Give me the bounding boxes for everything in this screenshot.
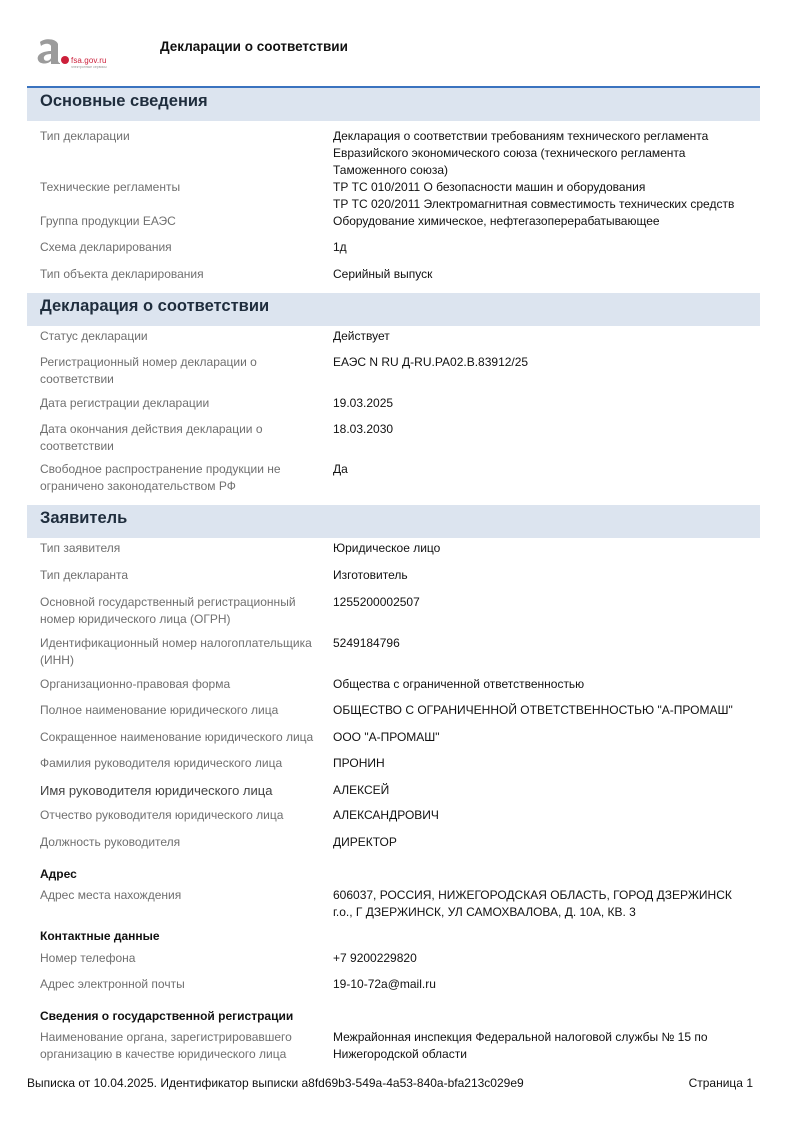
- field-label: Отчество руководителя юридического лица: [40, 808, 284, 822]
- field-full-name: [27, 702, 760, 719]
- field-label: Адрес места нахождения: [40, 888, 182, 902]
- field-label: Номер телефона: [40, 951, 136, 965]
- field-value: АЛЕКСЕЙ: [333, 783, 390, 797]
- field-label: Тип декларации: [40, 129, 130, 143]
- field-legal-form: [27, 676, 760, 693]
- field-value: 5249184796: [333, 636, 400, 650]
- field-value: 1255200002507: [333, 595, 420, 609]
- page-footer: [27, 1076, 753, 1092]
- field-value: Да: [333, 462, 348, 476]
- field-tech-regulations: [27, 179, 760, 213]
- field-label: Наименование органа, зарегистрировавшего организацию в качестве юридического лица: [40, 1030, 292, 1061]
- fsa-a-logo-icon: [36, 36, 70, 66]
- field-value: ДИРЕКТОР: [333, 835, 397, 849]
- field-label: Должность руководителя: [40, 835, 181, 849]
- field-value: Межрайонная инспекция Федеральной налоговой службы № 15 по Нижегородской области: [333, 1030, 708, 1061]
- field-label: Свободное распространение продукции не ограничено законодательством РФ: [40, 462, 281, 493]
- field-label: Полное наименование юридического лица: [40, 703, 279, 717]
- field-label: Основной государственный регистрационный номер юридического лица (ОГРН): [40, 595, 296, 626]
- page-number: Страница 1: [688, 1076, 753, 1090]
- field-registering-authority: [27, 1029, 760, 1063]
- field-ogrn: [27, 594, 760, 628]
- field-label: Фамилия руководителя юридического лица: [40, 756, 283, 770]
- logo-text: fsa.gov.ru: [71, 56, 107, 65]
- field-inn: [27, 635, 760, 669]
- field-label: Организационно-правовая форма: [40, 677, 231, 691]
- field-value: +7 9200229820: [333, 951, 417, 965]
- field-head-position: [27, 834, 760, 851]
- field-value: АЛЕКСАНДРОВИЧ: [333, 808, 439, 822]
- page-title: Декларации о соответствии: [160, 39, 348, 54]
- field-value: Декларация о соответствии требованиям технического регламента Евразийского экономического союза (технического регламента Таможенного союза): [333, 129, 709, 177]
- field-label: Идентификационный номер налогоплательщика (ИНН): [40, 636, 312, 667]
- section-declaration: [27, 293, 760, 495]
- field-decl-type: [27, 128, 760, 179]
- field-label: Тип заявителя: [40, 541, 121, 555]
- field-status: [27, 328, 760, 345]
- field-label: Группа продукции ЕАЭС: [40, 214, 176, 228]
- field-value: 19-10-72a@mail.ru: [333, 977, 436, 991]
- fsa-logo[interactable]: [36, 36, 136, 70]
- field-label: Статус декларации: [40, 329, 148, 343]
- regulation-item: ТР ТС 010/2011 О безопасности машин и оборудования: [333, 180, 646, 194]
- extract-info: Выписка от 10.04.2025. Идентификатор выписки a8fd69b3-549a-4a53-840a-bfa213c029e9: [27, 1076, 524, 1090]
- section-title: Основные сведения: [27, 88, 760, 121]
- section-title: Декларация о соответствии: [27, 293, 760, 326]
- field-value: Серийный выпуск: [333, 267, 433, 281]
- field-value: ПРОНИН: [333, 756, 385, 770]
- field-value: ЕАЭС N RU Д-RU.РА02.В.83912/25: [333, 355, 529, 369]
- field-value: 606037, РОССИЯ, НИЖЕГОРОДСКАЯ ОБЛАСТЬ, ГОРОД ДЗЕРЖИНСК г.о., Г ДЗЕРЖИНСК, УЛ САМОХВАЛОВА, Д. 10А, КВ. 3: [333, 888, 732, 919]
- field-value: [333, 179, 760, 213]
- field-label: Регистрационный номер декларации о соответствии: [40, 355, 257, 386]
- field-product-group: [27, 213, 760, 230]
- section-title: Заявитель: [27, 505, 760, 538]
- field-value: 18.03.2030: [333, 422, 394, 436]
- field-free-circulation: [27, 461, 760, 495]
- field-email: [27, 976, 760, 993]
- field-reg-number: [27, 354, 760, 388]
- field-label: Имя руководителя юридического лица: [40, 783, 273, 798]
- field-address: [27, 887, 760, 921]
- field-phone: [27, 950, 760, 967]
- field-label: Схема декларирования: [40, 240, 172, 254]
- field-object-type: [27, 266, 760, 283]
- field-head-lastname: [27, 755, 760, 772]
- section-applicant: [27, 505, 760, 1063]
- field-scheme: [27, 239, 760, 256]
- field-label: Тип объекта декларирования: [40, 267, 204, 281]
- field-value: ОБЩЕСТВО С ОГРАНИЧЕННОЙ ОТВЕТСТВЕННОСТЬЮ "А-ПРОМАШ": [333, 703, 733, 717]
- field-label: Тип декларанта: [40, 568, 129, 582]
- field-declarant-type: [27, 567, 760, 584]
- field-head-patronymic: [27, 807, 760, 824]
- field-head-firstname: [27, 782, 760, 799]
- document-content: [27, 88, 760, 1063]
- regulation-item: ТР ТС 020/2011 Электромагнитная совместимость технических средств: [333, 197, 735, 211]
- field-value: Юридическое лицо: [333, 541, 441, 555]
- field-label: Технические регламенты: [40, 180, 181, 194]
- field-end-date: [27, 421, 760, 455]
- page-header: [0, 0, 793, 86]
- field-value: Оборудование химическое, нефтегазоперерабатывающее: [333, 214, 660, 228]
- subheading-state-registration: Сведения о государственной регистрации: [40, 1009, 294, 1023]
- field-short-name: [27, 729, 760, 746]
- logo-subtext: электронные сервисы: [71, 65, 107, 69]
- field-value: Действует: [333, 329, 390, 343]
- field-applicant-type: [27, 540, 760, 557]
- field-value: 1д: [333, 240, 347, 254]
- field-value: Изготовитель: [333, 568, 408, 582]
- field-value: ООО "А-ПРОМАШ": [333, 730, 440, 744]
- subheading-contacts: Контактные данные: [40, 929, 160, 943]
- field-label: Сокращенное наименование юридического лица: [40, 730, 314, 744]
- field-reg-date: [27, 395, 760, 412]
- field-label: Дата окончания действия декларации о соответствии: [40, 422, 263, 453]
- field-label: Дата регистрации декларации: [40, 396, 210, 410]
- section-main: [27, 88, 760, 283]
- subheading-address: Адрес: [40, 867, 77, 881]
- field-value: Общества с ограниченной ответственностью: [333, 677, 585, 691]
- field-label: Адрес электронной почты: [40, 977, 185, 991]
- field-value: 19.03.2025: [333, 396, 394, 410]
